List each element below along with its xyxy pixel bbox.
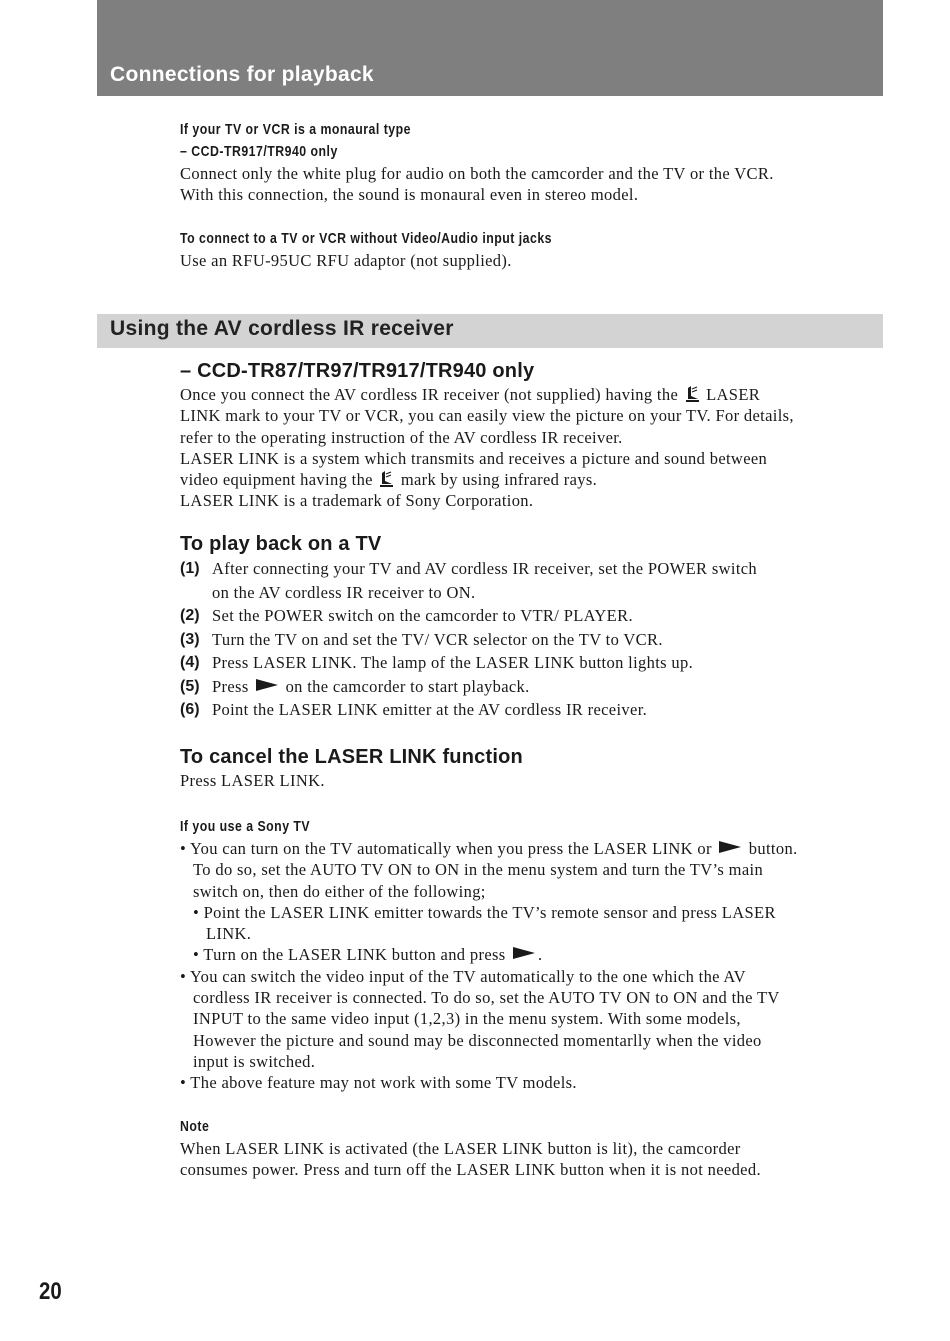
- play-icon: [256, 679, 278, 691]
- step-text: After connecting your TV and AV cordless IR receiver, set the POWER switch: [212, 559, 758, 578]
- av-intro-line-1: Once you connect the AV cordless IR receiver (not supplied) having the LASER: [180, 385, 761, 404]
- step-number: (3): [180, 630, 200, 648]
- av-intro-line-4: LASER LINK is a system which transmits and receives a picture and sound between: [180, 448, 768, 468]
- sony-sub-bullet-1-cont: LINK.: [206, 924, 252, 944]
- monaural-section: [180, 119, 882, 206]
- cancel-line: Press LASER LINK.: [180, 771, 325, 790]
- no-jacks-heading: To connect to a TV or VCR without Video/Audio input jacks: [180, 230, 553, 247]
- playback-heading: To play back on a TV: [180, 533, 382, 555]
- monaural-heading-models: – CCD-TR917/TR940 only: [180, 143, 338, 160]
- av-intro-line-5: video equipment having the mark by using infrared rays.: [180, 470, 598, 490]
- page-number: 20: [39, 1278, 62, 1305]
- step-text: Turn the TV on and set the TV/ VCR selector on the TV to VCR.: [212, 629, 663, 649]
- sony-bullet-2: • You can switch the video input of the TV automatically to the one which the AV: [180, 966, 746, 986]
- header-banner: [97, 0, 883, 96]
- av-intro: [180, 358, 882, 512]
- note-line-1: When LASER LINK is activated (the LASER LINK button is lit), the camcorder: [180, 1139, 741, 1158]
- monaural-heading: If your TV or VCR is a monaural type: [180, 121, 411, 138]
- sony-sub-bullet-1: • Point the LASER LINK emitter towards the TV’s remote sensor and press LASER: [193, 902, 776, 922]
- sony-bullet-1-cont: switch on, then do either of the following;: [193, 881, 486, 901]
- section-bar: [97, 314, 883, 348]
- step-5: [180, 675, 882, 699]
- sony-bullet-3: • The above feature may not work with some TV models.: [180, 1073, 577, 1093]
- cancel-section: [180, 744, 882, 791]
- playback-section: [180, 531, 882, 722]
- av-subtitle: – CCD-TR87/TR97/TR917/TR940 only: [180, 360, 535, 382]
- play-icon: [719, 841, 741, 853]
- av-intro-line-3: refer to the operating instruction of the AV cordless IR receiver.: [180, 427, 623, 447]
- step-number: (6): [180, 701, 200, 718]
- cancel-heading: To cancel the LASER LINK function: [180, 746, 523, 768]
- no-jacks-section: [180, 228, 882, 271]
- sony-bullet-2-cont: input is switched.: [193, 1051, 316, 1071]
- note-section: [180, 1116, 882, 1181]
- play-icon: [513, 947, 535, 959]
- sony-sub-bullet-2: • Turn on the LASER LINK button and press .: [193, 945, 543, 965]
- step-1: [180, 557, 882, 604]
- sony-bullet-1: • You can turn on the TV automatically when you press the LASER LINK or button.: [180, 839, 798, 858]
- step-number: (4): [180, 654, 200, 671]
- step-3: [180, 628, 882, 652]
- step-text-cont: on the AV cordless IR receiver to ON.: [212, 582, 476, 602]
- step-4: [180, 651, 882, 675]
- sony-tv-heading: If you use a Sony TV: [180, 818, 311, 835]
- sony-bullet-2-cont: INPUT to the same video input (1,2,3) in the menu system. With some models,: [193, 1009, 741, 1029]
- step-2: [180, 604, 882, 628]
- no-jacks-line: Use an RFU-95UC RFU adaptor (not supplied).: [180, 251, 512, 270]
- step-6: [180, 698, 882, 722]
- page-title: Connections for playback: [110, 63, 374, 86]
- monaural-line-2: With this connection, the sound is monaural even in stereo model.: [180, 185, 639, 205]
- step-text: Point the LASER LINK emitter at the AV cordless IR receiver.: [212, 700, 648, 719]
- sony-bullet-2-cont: cordless IR receiver is connected. To do so, set the AUTO TV ON to ON and the TV: [193, 988, 780, 1008]
- step-number: (1): [180, 560, 200, 577]
- step-number: (2): [180, 607, 200, 624]
- av-intro-line-2: LINK mark to your TV or VCR, you can easily view the picture on your TV. For details,: [180, 406, 794, 426]
- step-text: Press on the camcorder to start playback.: [212, 676, 530, 696]
- note-line-2: consumes power. Press and turn off the LASER LINK button when it is not needed.: [180, 1160, 761, 1180]
- section-title: Using the AV cordless IR receiver: [110, 317, 454, 340]
- step-number: (5): [180, 677, 200, 695]
- laser-link-mark-icon: [379, 471, 394, 487]
- step-text: Press LASER LINK. The lamp of the LASER LINK button lights up.: [212, 653, 694, 672]
- monaural-line-1: Connect only the white plug for audio on both the camcorder and the TV or the VCR.: [180, 164, 774, 183]
- step-text: Set the POWER switch on the camcorder to VTR/ PLAYER.: [212, 606, 633, 625]
- laser-link-mark-icon: [685, 386, 700, 402]
- av-intro-line-6: LASER LINK is a trademark of Sony Corporation.: [180, 491, 534, 511]
- sony-bullet-2-cont: However the picture and sound may be disconnected momentarlly when the video: [193, 1030, 762, 1050]
- sony-bullet-1-cont: To do so, set the AUTO TV ON to ON in the menu system and turn the TV’s main: [193, 860, 764, 880]
- note-heading: Note: [180, 1118, 210, 1135]
- sony-tv-section: [180, 816, 882, 1094]
